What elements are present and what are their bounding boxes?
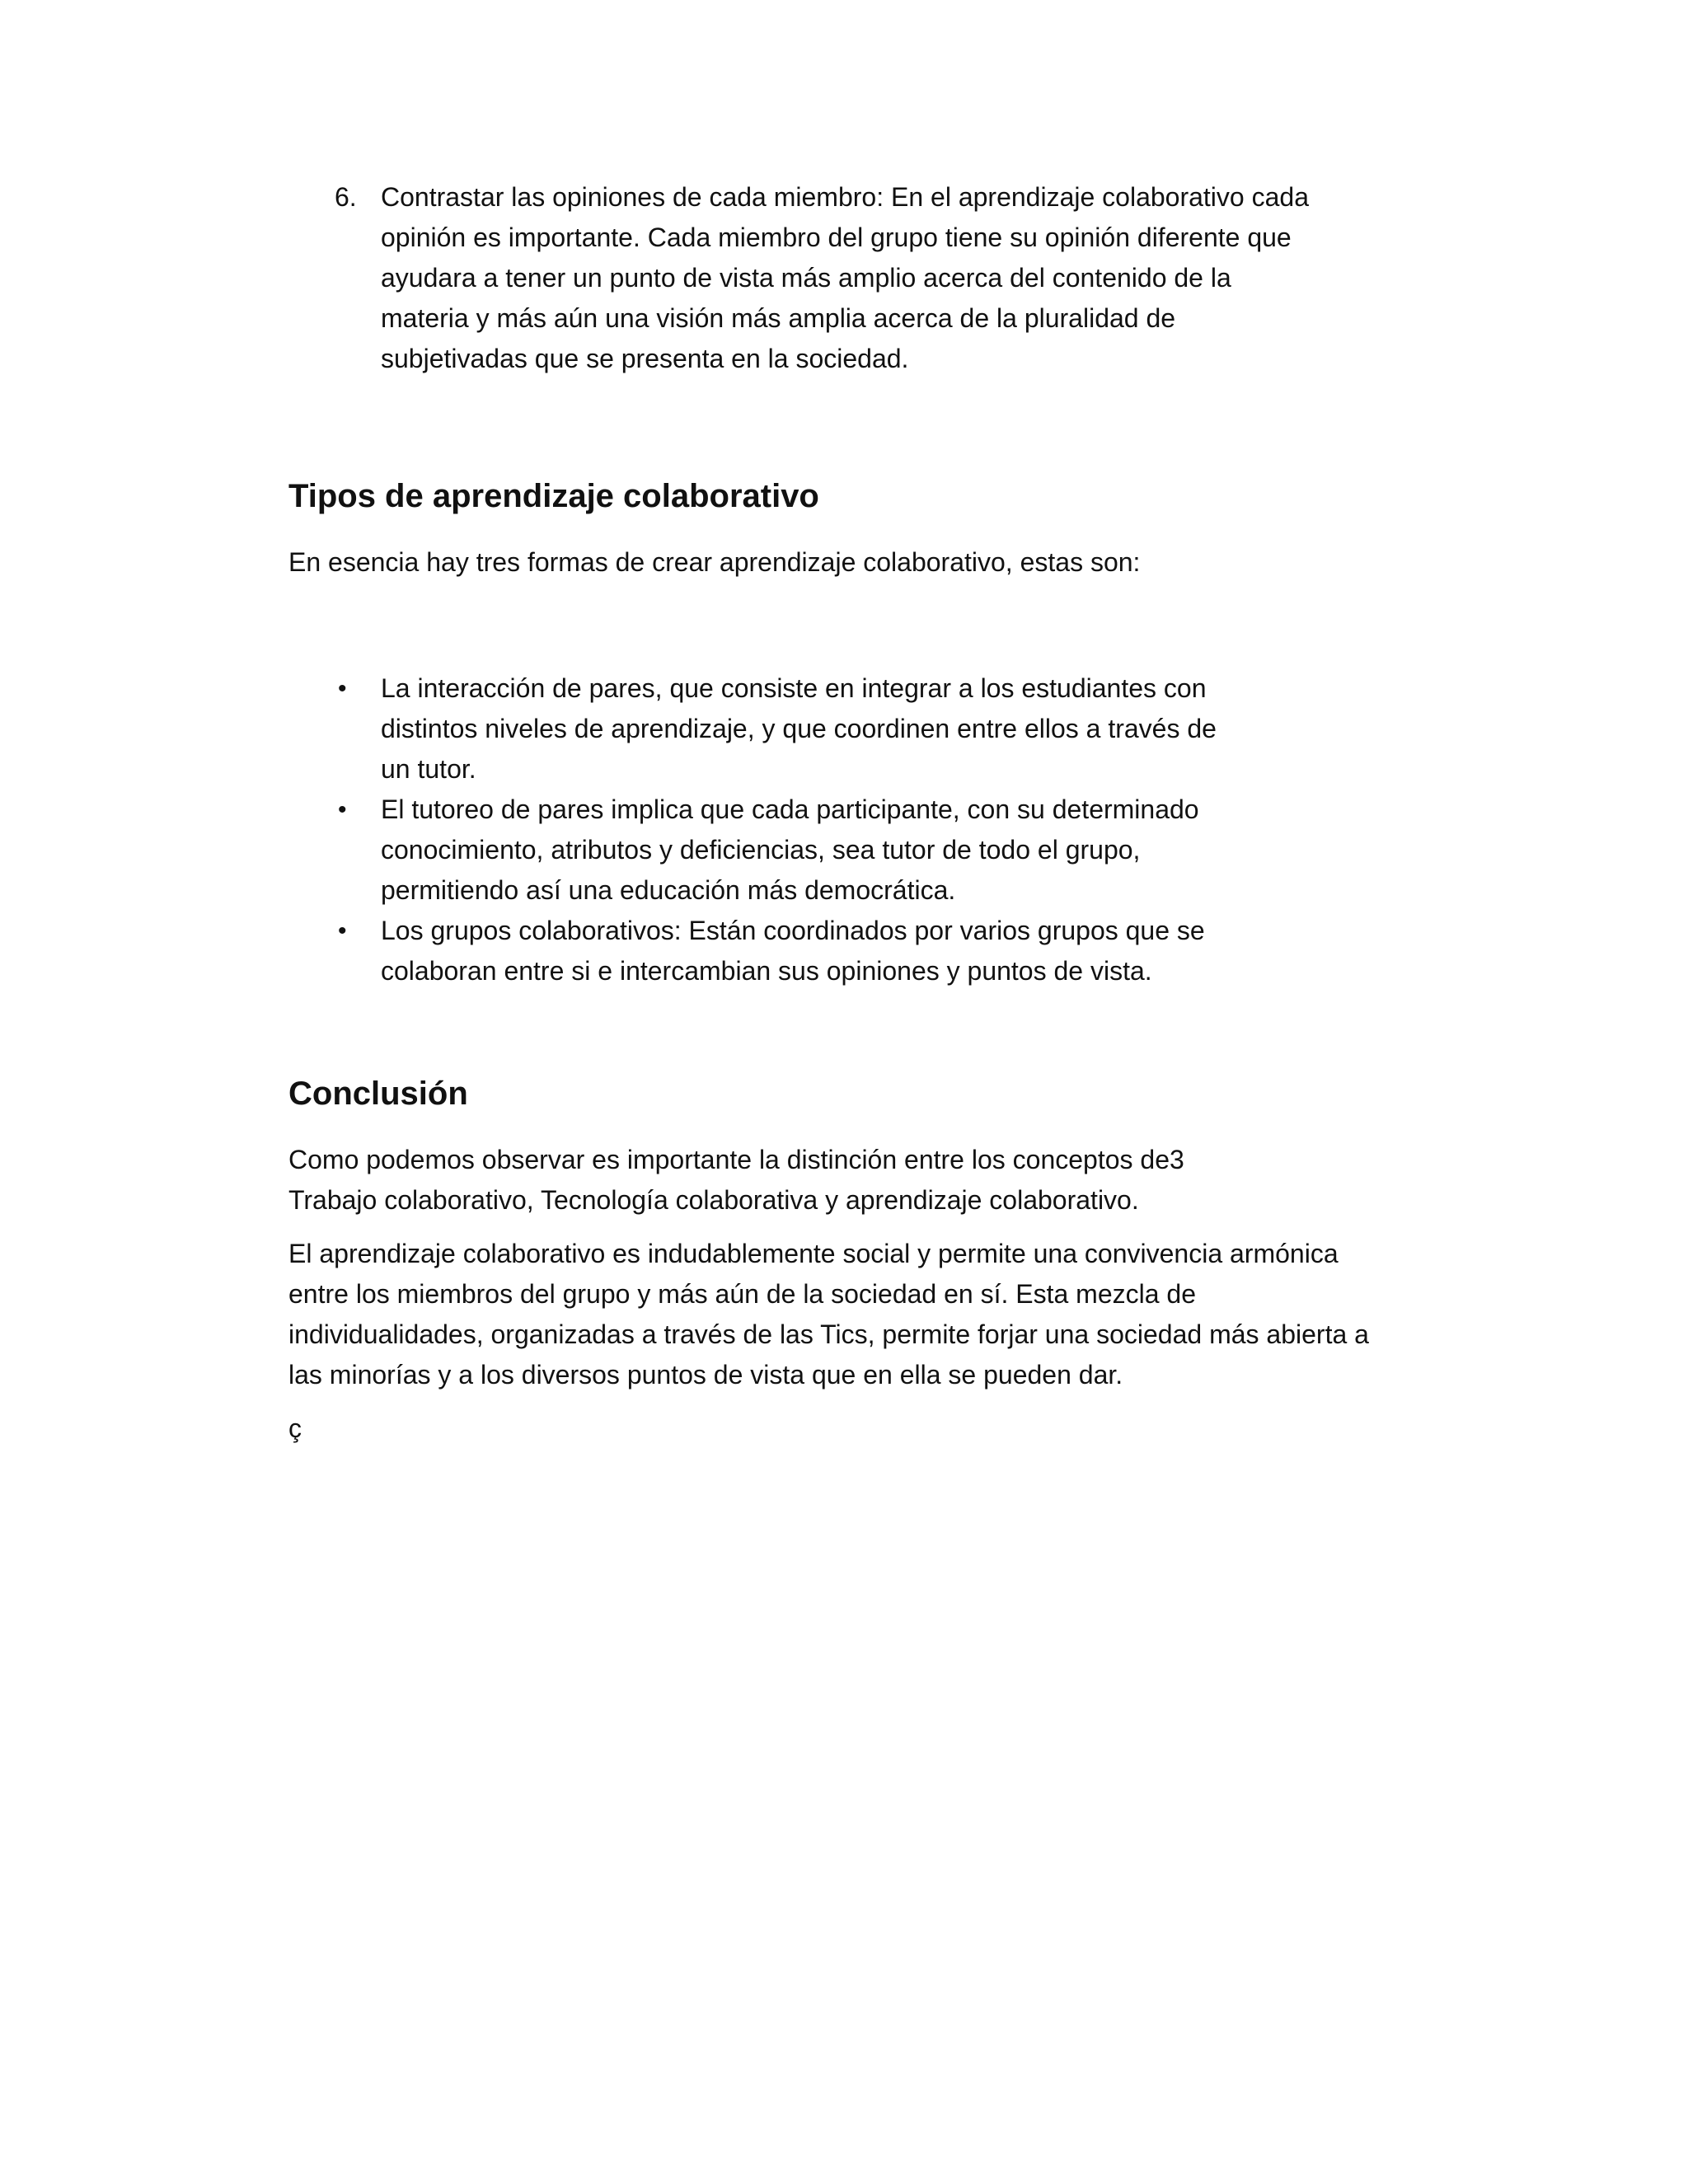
list-item-text: El tutoreo de pares implica que cada participante, con su determinado conocimiento, atributos y deficiencias, sea tutor de todo el grupo, permitiendo así una educación más democrática. (381, 794, 1199, 905)
list-item (288, 790, 1228, 911)
section-intro: En esencia hay tres formas de crear aprendizaje colaborativo, estas son: (288, 547, 1141, 577)
conclusion-paragraph: El aprendizaje colaborativo es indudablemente social y permite una convivencia armónica entre los miembros del grupo y más aún de la sociedad en sí. Esta mezcla de individualidades, organizadas a través de las Tics, permite forjar una sociedad más abierta a las minorías y a los diversos puntos de vista que en ella se pueden dar. (288, 1239, 1369, 1390)
conclusion-paragraph: Como podemos observar es importante la distinción entre los conceptos de3 Trabajo colaborativo, Tecnología colaborativa y aprendizaje colaborativo. (288, 1145, 1184, 1215)
bullet-icon: • (338, 796, 347, 823)
list-item (288, 668, 1228, 790)
numbered-list-item (288, 177, 1320, 379)
list-item (288, 911, 1228, 991)
section-heading-conclusion: Conclusión (288, 1076, 468, 1112)
document-page (288, 177, 1393, 1449)
bullet-icon: • (338, 917, 347, 944)
bullet-icon: • (338, 675, 347, 702)
list-number: 6. (335, 182, 357, 212)
section-heading-tipos: Tipos de aprendizaje colaborativo (288, 478, 819, 514)
list-item-text: La interacción de pares, que consiste en integrar a los estudiantes con distintos niveles de aprendizaje, y que coordinen entre ellos a través de un tutor. (381, 673, 1217, 784)
list-item-text: Contrastar las opiniones de cada miembro: En el aprendizaje colaborativo cada opinión es importante. Cada miembro del grupo tiene su opinión diferente que ayudara a tener un punto de vista más amplio acerca del contenido de la materia y más aún una visión más amplia acerca de la pluralidad de subjetivadas que se presenta en la sociedad. (381, 182, 1309, 373)
bullet-list (288, 668, 1228, 991)
list-item-text: Los grupos colaborativos: Están coordinados por varios grupos que se colaboran entre si e intercambian sus opiniones y puntos de vista. (381, 916, 1205, 986)
stray-character: ç (288, 1413, 302, 1443)
